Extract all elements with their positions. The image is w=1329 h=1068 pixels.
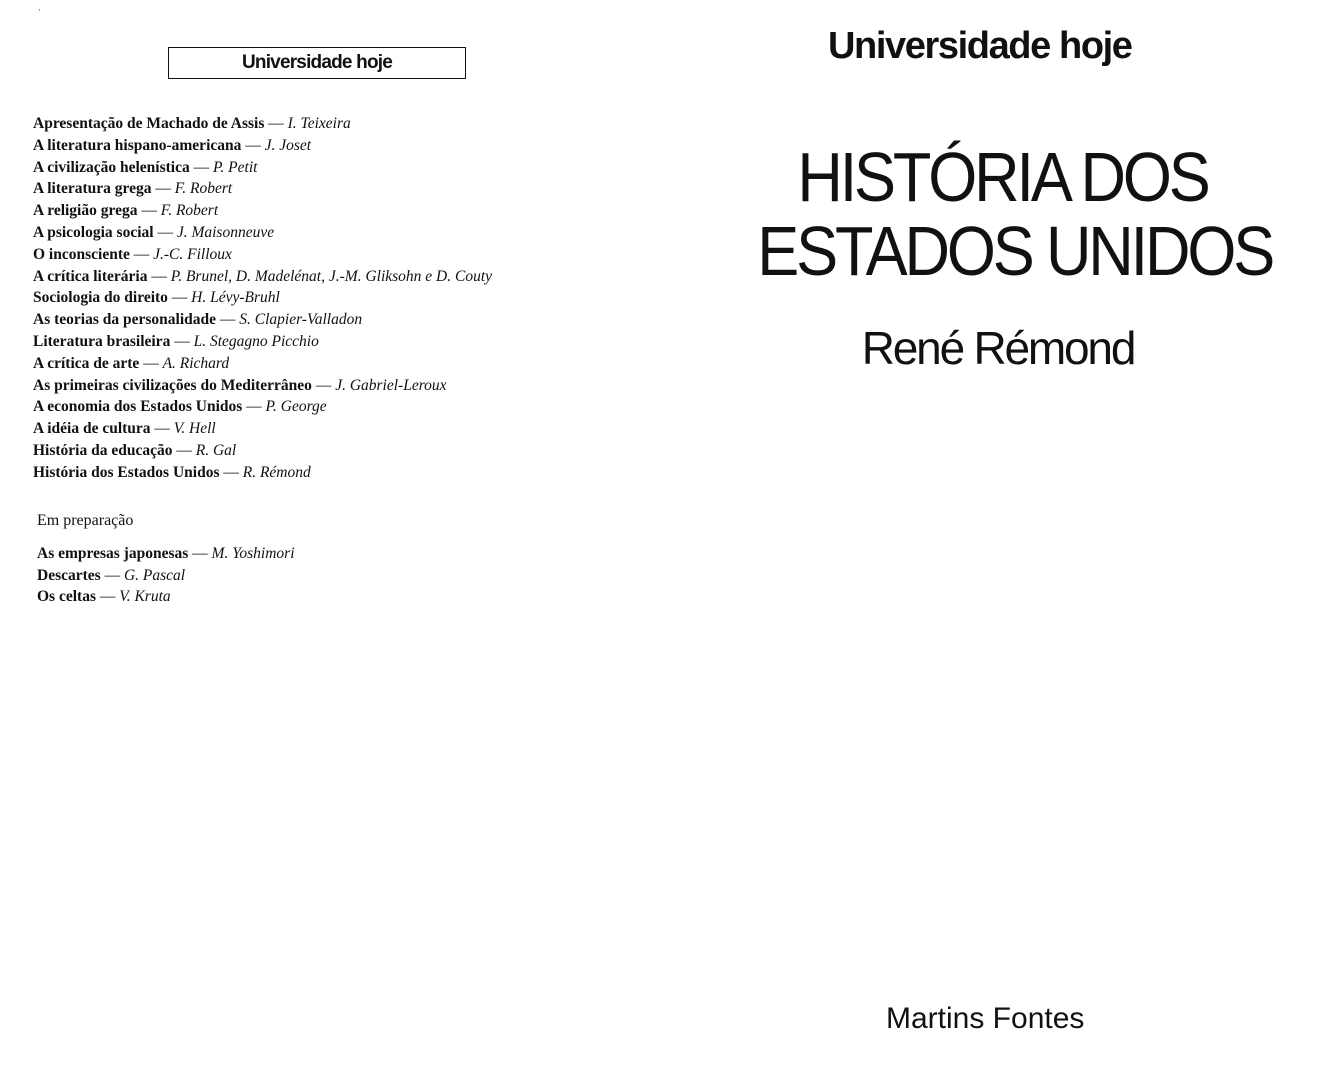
separator: — [172, 441, 196, 459]
book-title: A religião grega [33, 202, 138, 220]
book-title: As primeiras civilizações do Mediterrâneo [33, 376, 312, 394]
separator: — [216, 311, 240, 329]
book-author: P. Brunel, D. Madelénat, J.-M. Gliksohn e D. Couty [170, 267, 493, 285]
book-title: História dos Estados Unidos [33, 463, 220, 481]
book-title: Literatura brasileira [33, 332, 171, 350]
list-item [33, 113, 492, 135]
book-title: A idéia de cultura [33, 420, 151, 438]
book-title: A psicologia social [33, 223, 154, 241]
book-author: L. Stegagno Picchio [193, 332, 319, 350]
book-author: M. Yoshimori [211, 545, 295, 562]
series-title: Universidade hoje [828, 25, 1132, 67]
list-item [33, 135, 492, 157]
book-author: F. Robert [160, 202, 219, 220]
book-author: I. Teixeira [287, 115, 351, 132]
book-author: R. Rémond [242, 463, 311, 481]
book-author: A. Richard [162, 354, 230, 372]
book-title: A crítica literária [33, 267, 148, 285]
list-item [33, 418, 492, 440]
left-page [0, 0, 664, 1068]
list-item [33, 440, 492, 462]
separator: — [100, 566, 124, 584]
book-title-heading [757, 138, 1273, 290]
book-title: Os celtas [37, 588, 96, 605]
book-title: Apresentação de Machado de Assis [33, 115, 265, 132]
list-item [37, 586, 295, 608]
list-item [33, 462, 492, 484]
list-item [33, 200, 492, 222]
book-title-line-2: ESTADOS UNIDOS [757, 212, 1273, 290]
separator: — [219, 463, 243, 481]
separator: — [150, 420, 174, 438]
prep-list [37, 543, 295, 608]
book-title: A economia dos Estados Unidos [33, 398, 243, 416]
prep-label: Em preparação [37, 512, 134, 529]
list-item [33, 353, 492, 375]
book-title: Descartes [37, 566, 101, 584]
separator: — [147, 267, 171, 285]
series-box-label: Universidade hoje [168, 47, 466, 79]
book-author: V. Hell [173, 420, 216, 438]
list-item [33, 266, 492, 288]
separator: — [139, 354, 163, 372]
list-item [37, 565, 295, 587]
book-author: V. Kruta [119, 588, 171, 605]
publisher-name: Martins Fontes [886, 1002, 1085, 1035]
separator: — [95, 588, 120, 605]
separator: — [241, 136, 265, 154]
list-item [33, 178, 492, 200]
separator: — [153, 223, 177, 241]
book-author: P. Petit [212, 158, 258, 176]
corner-mark: · [38, 5, 41, 15]
separator: — [129, 245, 154, 263]
list-item [33, 396, 492, 418]
book-author: J. Joset [264, 136, 312, 154]
book-author: J. Maisonneuve [176, 223, 275, 241]
separator: — [167, 289, 192, 307]
list-item [33, 287, 492, 309]
separator: — [242, 398, 266, 416]
list-item [33, 157, 492, 179]
book-title: A civilização helenística [33, 158, 190, 176]
book-title: História da educação [33, 441, 173, 459]
author-name: René Rémond [861, 322, 1135, 374]
list-item [33, 375, 492, 397]
book-author: G. Pascal [123, 566, 186, 584]
separator: — [189, 158, 213, 176]
book-title: A literatura hispano-americana [33, 136, 242, 154]
separator: — [151, 180, 175, 198]
book-author: J. Gabriel-Leroux [335, 376, 447, 394]
list-item [33, 331, 492, 353]
separator: — [137, 202, 161, 220]
book-title: As teorias da personalidade [33, 311, 216, 329]
book-title: A crítica de arte [33, 354, 140, 372]
list-item [37, 543, 295, 565]
book-author: H. Lévy-Bruhl [191, 289, 280, 307]
book-title: Sociologia do direito [33, 289, 168, 307]
separator: — [170, 332, 194, 350]
book-author: J.-C. Filloux [153, 245, 232, 263]
book-author: S. Clapier-Valladon [239, 311, 363, 329]
list-item [33, 244, 492, 266]
book-author: F. Robert [174, 180, 233, 198]
book-author: P. George [265, 398, 327, 416]
book-list [33, 113, 492, 484]
book-title-line-1: HISTÓRIA DOS [797, 138, 1208, 216]
list-item [33, 309, 492, 331]
book-title: O inconsciente [33, 245, 130, 263]
separator: — [264, 115, 288, 132]
book-title: As empresas japonesas [37, 545, 189, 562]
list-item [33, 222, 492, 244]
book-title: A literatura grega [33, 180, 152, 198]
separator: — [188, 545, 212, 562]
separator: — [311, 376, 336, 394]
book-author: R. Gal [195, 441, 237, 459]
